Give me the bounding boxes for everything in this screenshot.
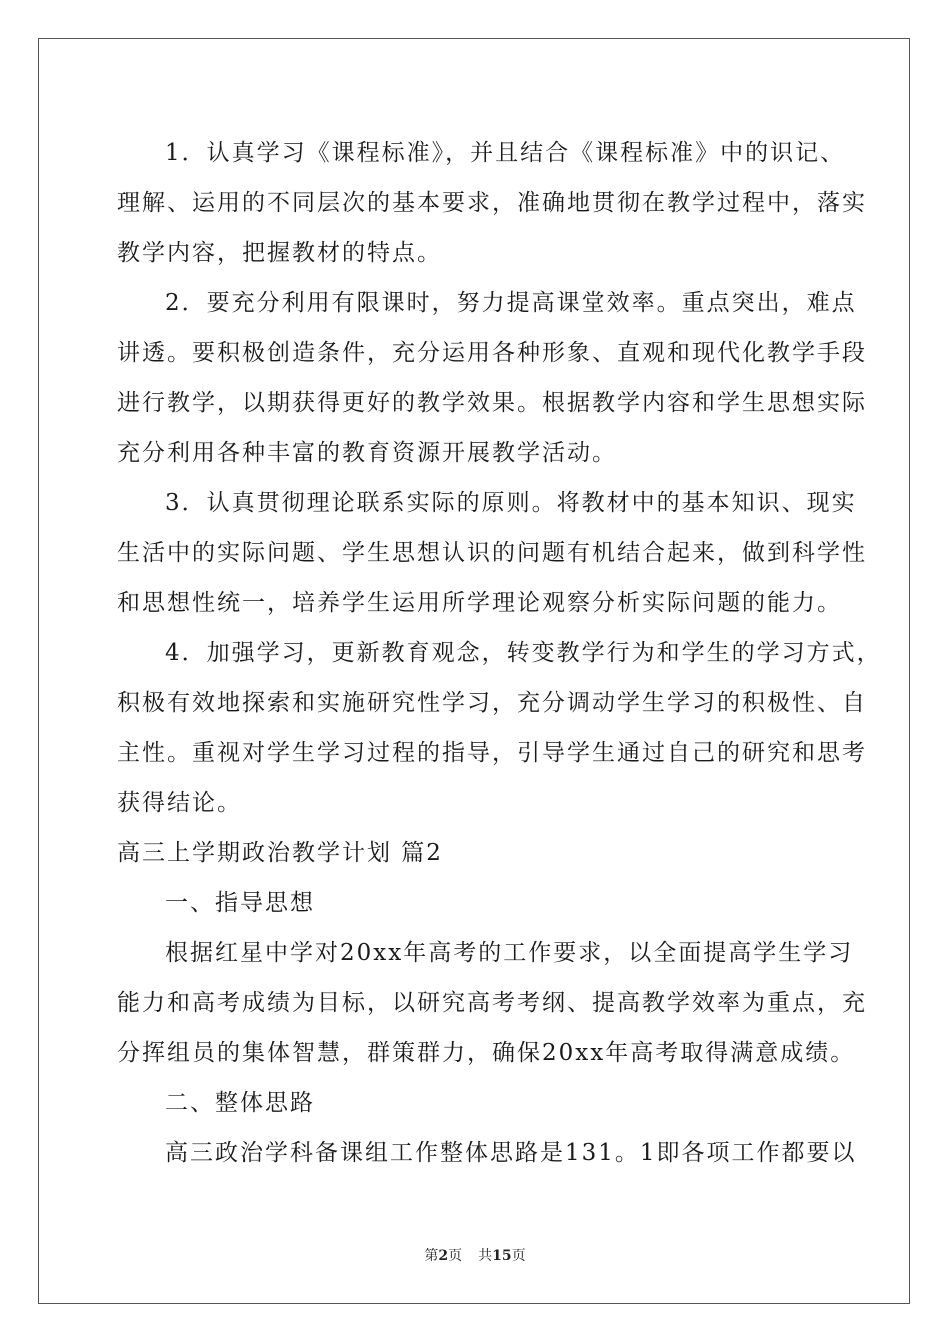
footer-page-unit: 页	[448, 1248, 463, 1264]
paragraph-2-line-4: 充分利用各种丰富的教育资源开展教学活动。	[117, 440, 617, 466]
paragraph-5-line-3: 分挥组员的集体智慧，群策群力，确保20xx年高考取得满意成绩。	[117, 1040, 856, 1066]
page-footer	[0, 1246, 950, 1266]
paragraph-3-line-2: 生活中的实际问题、学生思想认识的问题有机结合起来，做到科学性	[117, 540, 867, 566]
paragraph-4-line-4: 获得结论。	[117, 790, 242, 816]
heading-guiding-ideology: 一、指导思想	[165, 890, 315, 916]
paragraph-5-line-2: 能力和高考成绩为目标，以研究高考考纲、提高教学效率为重点，充	[117, 990, 867, 1016]
paragraph-2-line-3: 进行教学，以期获得更好的教学效果。根据教学内容和学生思想实际	[117, 390, 867, 416]
paragraph-1-line-1: 1．认真学习《课程标准》，并且结合《课程标准》中的识记、	[165, 140, 846, 166]
paragraph-3-line-3: 和思想性统一，培养学生运用所学理论观察分析实际问题的能力。	[117, 590, 842, 616]
footer-page-prefix: 第	[424, 1248, 439, 1264]
heading-overall-approach: 二、整体思路	[165, 1090, 315, 1116]
paragraph-2-line-1: 2．要充分利用有限课时，努力提高课堂效率。重点突出，难点	[165, 290, 857, 316]
section-title: 高三上学期政治教学计划 篇2	[117, 840, 443, 866]
paragraph-2-line-2: 讲透。要积极创造条件，充分运用各种形象、直观和现代化教学手段	[117, 340, 867, 366]
paragraph-1-line-3: 教学内容，把握教材的特点。	[117, 240, 442, 266]
paragraph-1-line-2: 理解、运用的不同层次的基本要求，准确地贯彻在教学过程中，落实	[117, 190, 867, 216]
paragraph-4-line-2: 积极有效地探索和实施研究性学习，充分调动学生学习的积极性、自	[117, 690, 867, 716]
paragraph-4-line-3: 主性。重视对学生学习过程的指导，引导学生通过自己的研究和思考	[117, 740, 867, 766]
footer-page-total: 15	[492, 1248, 512, 1264]
footer-page-current: 2	[438, 1248, 449, 1264]
footer-total-unit: 页	[511, 1248, 526, 1264]
paragraph-5-line-1: 根据红星中学对20xx年高考的工作要求，以全面提高学生学习	[165, 940, 854, 966]
paragraph-6-line-1: 高三政治学科备课组工作整体思路是131。1即各项工作都要以	[165, 1140, 857, 1166]
paragraph-3-line-1: 3．认真贯彻理论联系实际的原则。将教材中的基本知识、现实	[165, 490, 857, 516]
document-body	[117, 128, 882, 1178]
paragraph-4-line-1: 4．加强学习，更新教育观念，转变教学行为和学生的学习方式，	[165, 640, 882, 666]
footer-total-prefix: 共	[478, 1248, 493, 1264]
